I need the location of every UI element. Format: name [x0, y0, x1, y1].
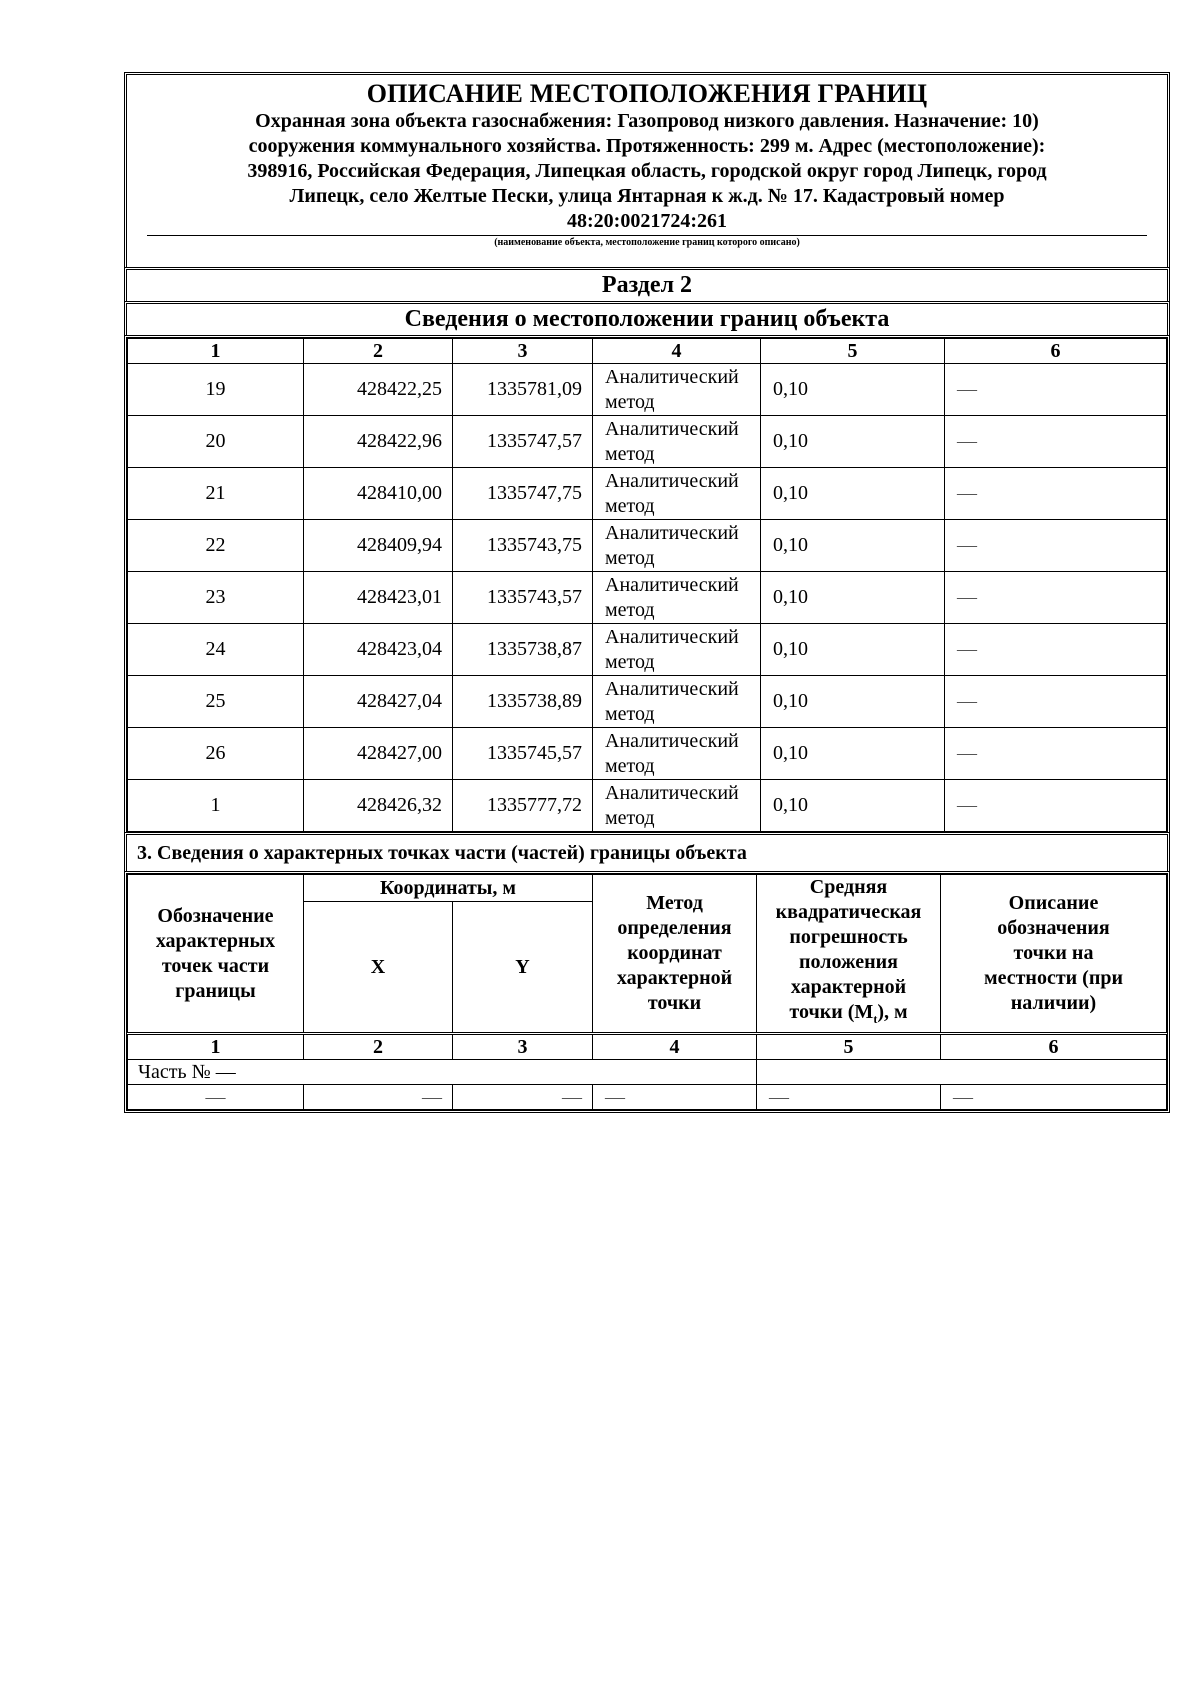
column-number: 1: [128, 1034, 304, 1060]
coord-y: 1335743,57: [453, 572, 593, 624]
column-number: 5: [757, 1034, 941, 1060]
column-number: 2: [304, 339, 453, 364]
method-line: метод: [605, 806, 655, 829]
object-description-line: сооружения коммунального хозяйства. Протяженность: 299 м. Адрес (местоположение):: [248, 135, 1046, 157]
point-number: 26: [128, 728, 304, 780]
table-row: [128, 416, 1167, 468]
header-description: Описание обозначения точки на местности (при наличии): [941, 875, 1167, 1034]
method-line: метод: [605, 702, 655, 725]
point-description: —: [945, 468, 1167, 520]
method: [593, 468, 761, 520]
column-number: 2: [304, 1034, 453, 1060]
point-number: 24: [128, 624, 304, 676]
method-line: метод: [605, 390, 655, 413]
cadastral-number: 48:20:0021724:261: [567, 210, 727, 232]
method: [593, 676, 761, 728]
part-section-title: 3. Сведения о характерных точках части (частей) границы объекта: [124, 832, 1170, 871]
point-description: —: [945, 728, 1167, 780]
coord-y: 1335743,75: [453, 520, 593, 572]
column-number: 6: [945, 339, 1167, 364]
empty-cell: —: [941, 1085, 1167, 1110]
table-row: [128, 468, 1167, 520]
coord-y: 1335738,87: [453, 624, 593, 676]
error-value: 0,10: [761, 364, 945, 416]
part-column-number-row: [128, 1034, 1167, 1060]
method: [593, 416, 761, 468]
coord-x: 428422,25: [304, 364, 453, 416]
table-row: [128, 624, 1167, 676]
column-number: 4: [593, 339, 761, 364]
method-line: метод: [605, 494, 655, 517]
table-row: [128, 572, 1167, 624]
method-line: метод: [605, 442, 655, 465]
coord-y: 1335738,89: [453, 676, 593, 728]
table-row: [128, 728, 1167, 780]
coord-y: 1335781,09: [453, 364, 593, 416]
empty-cell: —: [757, 1085, 941, 1110]
point-description: —: [945, 520, 1167, 572]
point-number: 1: [128, 780, 304, 832]
error-value: 0,10: [761, 624, 945, 676]
method-line: Аналитический: [605, 417, 739, 440]
method: [593, 624, 761, 676]
table-row: [128, 364, 1167, 416]
error-value: 0,10: [761, 416, 945, 468]
header-method: Метод определения координат характерной точки: [593, 875, 757, 1034]
section-subtitle: Сведения о местоположении границ объекта: [124, 301, 1170, 335]
coord-y: 1335747,57: [453, 416, 593, 468]
empty-cell: —: [128, 1085, 304, 1110]
point-number: 19: [128, 364, 304, 416]
error-value: 0,10: [761, 520, 945, 572]
method-line: Аналитический: [605, 625, 739, 648]
point-description: —: [945, 780, 1167, 832]
document-header: [124, 72, 1170, 267]
coord-x: 428427,00: [304, 728, 453, 780]
error-value: 0,10: [761, 676, 945, 728]
method-line: Аналитический: [605, 521, 739, 544]
empty-cell: —: [593, 1085, 757, 1110]
header-caption: (наименование объекта, местоположение границ которого описано): [494, 237, 800, 248]
part-label: Часть № —: [128, 1060, 757, 1085]
method: [593, 780, 761, 832]
empty-cell: —: [304, 1085, 453, 1110]
point-description: —: [945, 676, 1167, 728]
coord-y: 1335747,75: [453, 468, 593, 520]
column-number: 4: [593, 1034, 757, 1060]
coord-x: 428426,32: [304, 780, 453, 832]
coord-x: 428410,00: [304, 468, 453, 520]
object-description-line: 398916, Российская Федерация, Липецкая область, городской округ город Липецк, город: [247, 160, 1047, 182]
header-x: X: [304, 902, 453, 1034]
coord-x: 428423,04: [304, 624, 453, 676]
point-number: 23: [128, 572, 304, 624]
main-table-frame: [124, 335, 1170, 832]
error-value: 0,10: [761, 728, 945, 780]
coord-x: 428427,04: [304, 676, 453, 728]
part-table-frame: [124, 871, 1170, 1113]
column-number: 5: [761, 339, 945, 364]
method-line: метод: [605, 546, 655, 569]
point-description: —: [945, 364, 1167, 416]
document-sheet: [124, 72, 1170, 1113]
method: [593, 572, 761, 624]
object-description-line: Липецк, село Желтые Пески, улица Янтарная к ж.д. № 17. Кадастровый номер: [289, 185, 1005, 207]
header-y: Y: [453, 902, 593, 1034]
error-value: 0,10: [761, 780, 945, 832]
column-number: 1: [128, 339, 304, 364]
method-line: Аналитический: [605, 365, 739, 388]
coord-y: 1335745,57: [453, 728, 593, 780]
column-number: 6: [941, 1034, 1167, 1060]
method-line: метод: [605, 754, 655, 777]
method-line: Аналитический: [605, 677, 739, 700]
header-error: Средняя квадратическая погрешность положения характерной точки $(M_t)$, м: [757, 875, 941, 1034]
column-number-row: [128, 339, 1167, 364]
document-title: ОПИСАНИЕ МЕСТОПОЛОЖЕНИЯ ГРАНИЦ: [366, 79, 928, 108]
point-number: 21: [128, 468, 304, 520]
table-row: [128, 520, 1167, 572]
method-line: Аналитический: [605, 469, 739, 492]
method-line: метод: [605, 650, 655, 673]
column-number: 3: [453, 1034, 593, 1060]
header-designation: Обозначение характерных точек части границы: [128, 875, 304, 1034]
method-line: Аналитический: [605, 729, 739, 752]
method-line: Аналитический: [605, 573, 739, 596]
method: [593, 728, 761, 780]
column-number: 3: [453, 339, 593, 364]
coord-x: 428423,01: [304, 572, 453, 624]
part-points-table: [127, 874, 1167, 1110]
table-row: [128, 1085, 1167, 1110]
table-row: [128, 780, 1167, 832]
coord-y: 1335777,72: [453, 780, 593, 832]
coord-x: 428422,96: [304, 416, 453, 468]
point-description: —: [945, 572, 1167, 624]
object-description: [147, 109, 1147, 234]
point-number: 25: [128, 676, 304, 728]
error-value: 0,10: [761, 572, 945, 624]
part-label-empty: [757, 1060, 1167, 1085]
method: [593, 364, 761, 416]
point-number: 22: [128, 520, 304, 572]
method: [593, 520, 761, 572]
method-line: Аналитический: [605, 781, 739, 804]
boundary-points-table: [127, 338, 1167, 832]
point-description: —: [945, 416, 1167, 468]
header-coordinates: Координаты, м: [304, 875, 593, 902]
coord-x: 428409,94: [304, 520, 453, 572]
method-line: метод: [605, 598, 655, 621]
error-value: 0,10: [761, 468, 945, 520]
empty-cell: —: [453, 1085, 593, 1110]
table-row: [128, 676, 1167, 728]
section-title: Раздел 2: [124, 267, 1170, 301]
point-number: 20: [128, 416, 304, 468]
object-description-line: Охранная зона объекта газоснабжения: Газопровод низкого давления. Назначение: 10): [255, 110, 1039, 132]
point-description: —: [945, 624, 1167, 676]
